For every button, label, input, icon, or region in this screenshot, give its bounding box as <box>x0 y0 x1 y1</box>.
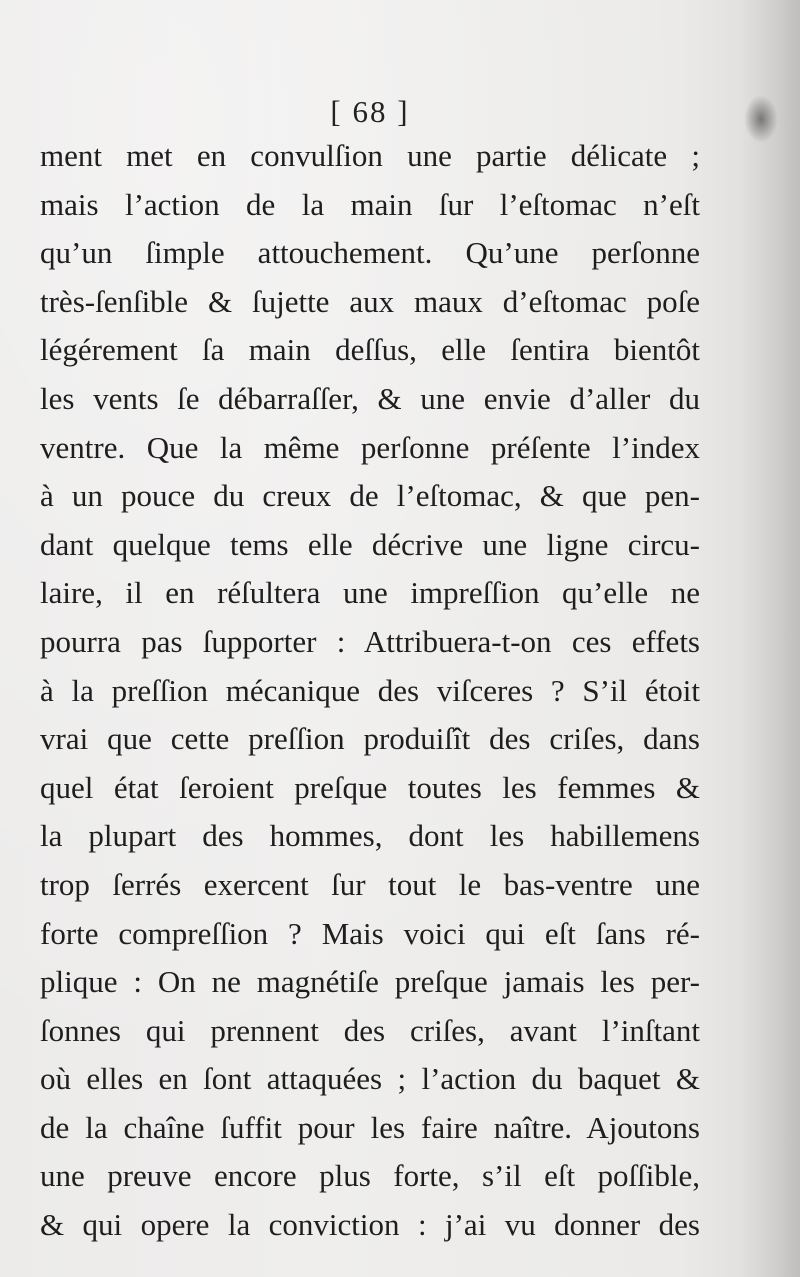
ink-blot <box>744 95 778 143</box>
text-line: à un pouce du creux de l’eſtomac, & que pen- <box>40 478 700 514</box>
text-line: à la preſſion mécanique des viſceres ? S’il étoit <box>40 672 700 708</box>
text-line: légérement ſa main deſſus, elle ſentira bientôt <box>40 332 700 368</box>
text-line: qu’un ſimple attouchement. Qu’une perſonne <box>40 235 700 271</box>
text-line: une preuve encore plus forte, s’il eſt poſſible, <box>40 1158 700 1194</box>
text-line: trop ſerrés exercent ſur tout le bas-ventre une <box>40 866 700 902</box>
text-line: ment met en convulſion une partie délicate ; <box>40 138 700 173</box>
text-line: les vents ſe débarraſſer, & une envie d’aller du <box>40 380 700 416</box>
text-line: forte compreſſion ? Mais voici qui eſt ſans ré- <box>40 915 700 951</box>
text-line: mais l’action de la main ſur l’eſtomac n’eſt <box>40 186 700 222</box>
text-line: où elles en ſont attaquées ; l’action du baquet & <box>40 1061 700 1097</box>
gutter-shadow <box>740 0 800 1277</box>
text-line: ſonnes qui prennent des criſes, avant l’inſtant <box>40 1012 700 1048</box>
text-line: pourra pas ſupporter : Attribuera-t-on ces effets <box>40 623 700 659</box>
page-number: [ 68 ] <box>330 94 410 129</box>
text-line: laire, il en réſultera une impreſſion qu’elle ne <box>40 575 700 611</box>
text-line: ventre. Que la même perſonne préſente l’index <box>40 429 700 465</box>
text-line: de la chaîne ſuffit pour les faire naître. Ajoutons <box>40 1109 700 1145</box>
text-line: quel état ſeroient preſque toutes les femmes & <box>40 769 700 805</box>
text-line: & qui opere la conviction : j’ai vu donner des <box>40 1207 700 1243</box>
text-line: la plupart des hommes, dont les habillemens <box>40 818 700 854</box>
body-text <box>40 132 700 1250</box>
text-line: vrai que cette preſſion produiſît des criſes, dans <box>40 721 700 757</box>
text-line: très-ſenſible & ſujette aux maux d’eſtomac poſe <box>40 283 700 319</box>
text-line: plique : On ne magnétiſe preſque jamais les per- <box>40 964 700 1000</box>
text-line: dant quelque tems elle décrive une ligne circu- <box>40 526 700 562</box>
